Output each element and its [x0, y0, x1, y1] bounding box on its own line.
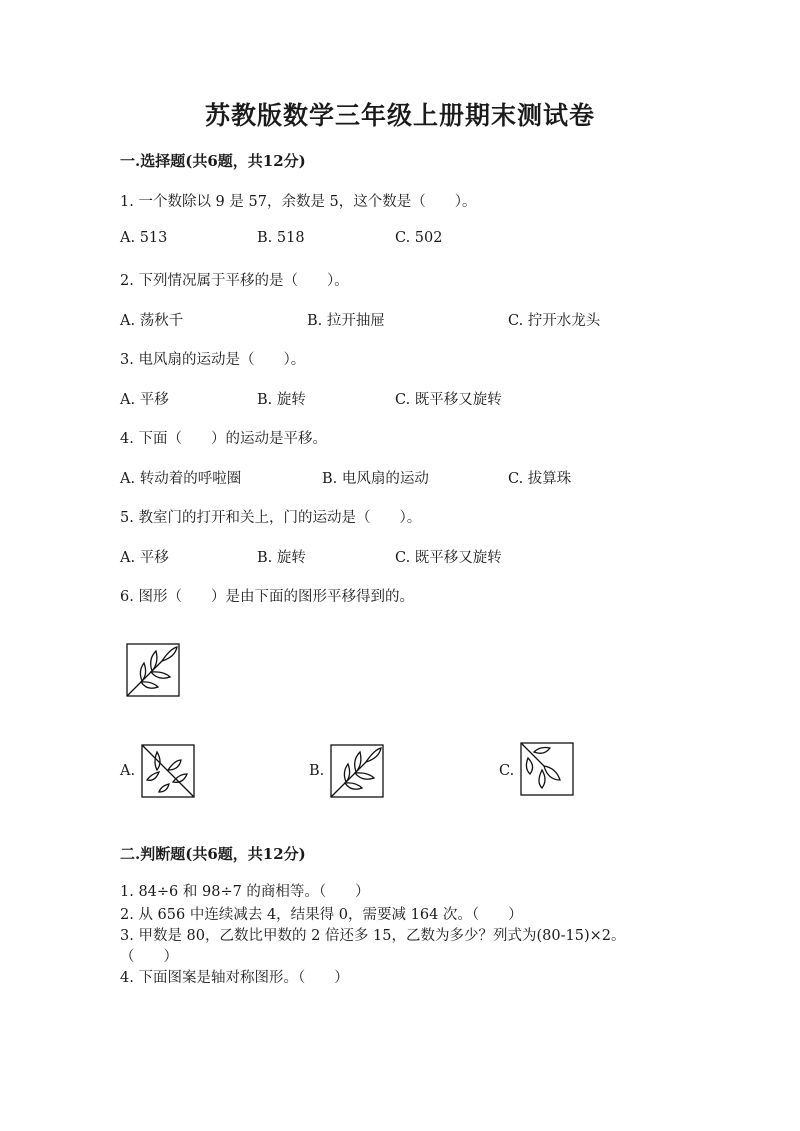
q2-option-c[interactable]: C. 拧开水龙头 [508, 313, 601, 329]
q3-option-c[interactable]: C. 既平移又旋转 [395, 392, 502, 408]
q1-option-a[interactable]: A. 513 [120, 230, 168, 246]
section-1-heading: 一.选择题(共6题，共12分) [120, 152, 306, 170]
q4-option-c[interactable]: C. 拔算珠 [508, 471, 572, 487]
leaf-branch-icon [126, 643, 180, 697]
question-3: 3. 电风扇的运动是（ ）。 [120, 352, 306, 368]
judge-question-3-bracket[interactable]: （ ） [120, 949, 178, 965]
q5-option-b[interactable]: B. 旋转 [257, 550, 306, 566]
q2-option-a[interactable]: A. 荡秋千 [120, 313, 184, 329]
q1-option-b[interactable]: B. 518 [257, 230, 305, 246]
leaf-branch-icon[interactable] [330, 744, 384, 798]
judge-question-3: 3. 甲数是 80，乙数比甲数的 2 倍还多 15，乙数为多少？列式为(80-15)×2。 [120, 928, 626, 944]
leaf-branch-flipped-icon[interactable] [520, 742, 574, 796]
judge-question-2: 2. 从 656 中连续减去 4，结果得 0，需要减 164 次。（ ） [120, 907, 523, 923]
q3-option-b[interactable]: B. 旋转 [257, 392, 306, 408]
q4-option-a[interactable]: A. 转动着的呼啦圈 [120, 471, 242, 487]
leaf-branch-rotated-icon[interactable] [141, 744, 195, 798]
question-1: 1. 一个数除以 9 是 57，余数是 5，这个数是（ ）。 [120, 194, 477, 210]
judge-question-4: 4. 下面图案是轴对称图形。（ ） [120, 970, 349, 986]
question-6: 6. 图形（ ）是由下面的图形平移得到的。 [120, 589, 414, 605]
question-2: 2. 下列情况属于平移的是（ ）。 [120, 273, 349, 289]
section-2-heading: 二.判断题(共6题，共12分) [120, 845, 306, 863]
judge-question-1: 1. 84÷6 和 98÷7 的商相等。（ ） [120, 884, 370, 900]
q5-option-a[interactable]: A. 平移 [120, 550, 169, 566]
q2-option-b[interactable]: B. 拉开抽屉 [307, 313, 385, 329]
page-title: 苏教版数学三年级上册期末测试卷 [204, 101, 595, 130]
q6-option-a-label[interactable]: A. [120, 763, 136, 779]
q1-option-c[interactable]: C. 502 [395, 230, 443, 246]
q6-option-b-label[interactable]: B. [309, 763, 325, 779]
q5-option-c[interactable]: C. 既平移又旋转 [395, 550, 502, 566]
q4-option-b[interactable]: B. 电风扇的运动 [322, 471, 429, 487]
q6-option-c-label[interactable]: C. [499, 763, 515, 779]
q3-option-a[interactable]: A. 平移 [120, 392, 169, 408]
question-4: 4. 下面（ ）的运动是平移。 [120, 431, 327, 447]
question-5: 5. 教室门的打开和关上，门的运动是（ ）。 [120, 510, 422, 526]
